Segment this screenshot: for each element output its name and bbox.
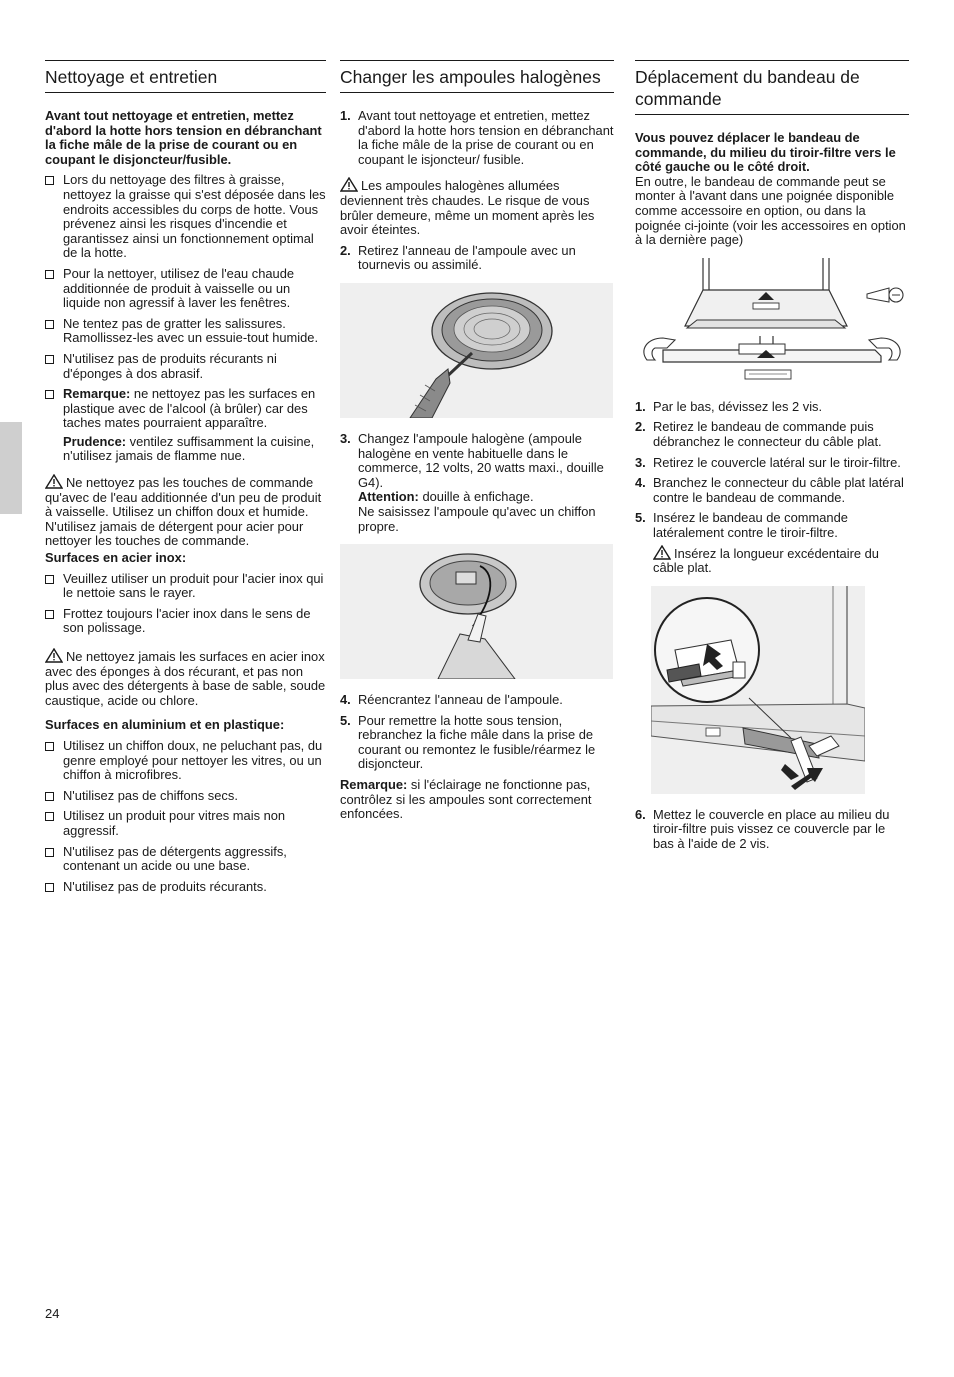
inox-list — [45, 572, 326, 636]
list-item: 5. Pour remettre la hotte sous tension, rebranchez la fiche mâle dans la prise de courant ou remontez le fusible/réarmez le disjoncteur. — [340, 712, 596, 772]
halogen-steps-a — [340, 109, 614, 167]
list-item: Frottez toujours l'acier inox dans le sens de son polissage. — [45, 607, 326, 636]
list-item: N'utilisez pas de détergents aggressifs, contenant un acide ou une base. — [45, 845, 326, 874]
list-item: 6. Mettez le couvercle en place au milieu du tiroir-filtre puis vissez ce couvercle par le bas à l'aide de 2 vis. — [635, 806, 890, 851]
list-item: 5. Insérez le bandeau de commande latéralement contre le tiroir-filtre. Insérez la longueur excédentaire du câble plat. — [635, 511, 909, 575]
list-item: 4. Branchez le connecteur du câble plat latéral contre le bandeau de commande. — [635, 475, 904, 505]
checkbox-bullet-icon — [45, 792, 54, 801]
warning-icon — [45, 474, 63, 489]
alu-list — [45, 739, 326, 894]
control-panel-intro: Vous pouvez déplacer le bandeau de commande, du milieu du tiroir-filtre vers le côté gauche ou le côté droit. En outre, le bandeau de commande peut se monter à l'avant dans une poignée disponible comme accessoire en option, ou dans la poignée ci-jointe (voir les accessoires en option à la dernière page) — [635, 130, 906, 248]
checkbox-bullet-icon — [45, 176, 54, 185]
checkbox-bullet-icon — [45, 575, 54, 584]
list-item: 2. Retirez le bandeau de commande puis débranchez le connecteur du câble plat. — [635, 419, 882, 449]
illustration-insert-panel — [651, 586, 865, 794]
list-item: 4. Réencrantez l'anneau de l'ampoule. — [340, 692, 563, 708]
cleaning-list — [45, 173, 326, 464]
checkbox-bullet-icon — [45, 390, 54, 399]
list-item: Lors du nettoyage des filtres à graisse, nettoyez la graisse qui s'est déposée dans les endroits accessibles du corps de hotte. Vous prévenez ainsi les risques d'incendie et garantissez ainsi un fonctionnement optimal de la hotte. — [45, 173, 326, 261]
warning-halogen-hot: Les ampoules halogènes allumées deviennent très chaudes. Le risque de vous brûler demeure, même un moment après les avoir éteintes. — [340, 178, 595, 238]
list-item: 1. Avant tout nettoyage et entretien, mettez d'abord la hotte hors tension en débranchant la fiche mâle de la prise de courant ou en coupant le isjoncteur/ fusible. — [340, 108, 614, 167]
heading-halogen: Changer les ampoules halogènes — [340, 60, 614, 93]
list-item: Pour la nettoyer, utilisez de l'eau chaude additionnée de produit à vaisselle ou un liquide non agressif à laver les fenêtres. — [45, 267, 326, 311]
halogen-steps-c — [340, 432, 614, 534]
control-panel-steps — [635, 400, 909, 576]
list-item: Ne tentez pas de gratter les salissures. Ramollissez-les avec un essuie-tout humide. — [45, 317, 326, 346]
checkbox-bullet-icon — [45, 320, 54, 329]
checkbox-bullet-icon — [45, 270, 54, 279]
list-item: 3. Retirez le couvercle latéral sur le tiroir-filtre. — [635, 454, 901, 470]
alu-heading: Surfaces en aluminium et en plastique: — [45, 717, 285, 733]
list-item: Remarque: ne nettoyez pas les surfaces en plastique avec de l'alcool (à brûler) car des taches mates pourraient apparaître. Prudence: ventilez suffisamment la cuisine, n'utilisez jamais de flamme nue. — [45, 387, 326, 464]
warning-icon — [340, 177, 358, 192]
checkbox-bullet-icon — [45, 812, 54, 821]
list-item: 3. Changez l'ampoule halogène (ampoule halogène en vente habituelle dans le commerce, 12 volts, 20 watts maxi., douille G4). Attention: douille à enfichage. Ne saisissez l'ampoule qu'avec un chiffon propre. — [340, 430, 604, 534]
halogen-steps-b — [340, 244, 614, 273]
illustration-remove-ring — [340, 283, 613, 418]
column-cleaning — [45, 60, 326, 900]
list-item: N'utilisez pas de chiffons secs. — [45, 789, 326, 804]
cleaning-intro: Avant tout nettoyage et entretien, mettez d'abord la hotte hors tension en débranchant la fiche mâle de la prise de courant ou en coupant le disjoncteur/fusible. — [45, 108, 322, 167]
checkbox-bullet-icon — [45, 848, 54, 857]
halogen-remarque: Remarque: si l'éclairage ne fonctionne pas, contrôlez si les ampoules sont correctement enfoncées. — [340, 777, 592, 822]
warning-controls: Ne nettoyez pas les touches de commande qu'avec de l'eau additionnée d'un peu de produit à vaisselle. Utilisez un chiffon doux et humide. N'utilisez jamais de détergent pour acier pour nettoyer les touches de commande. — [45, 475, 322, 549]
halogen-steps-d — [340, 693, 614, 772]
list-item: N'utilisez pas de produits récurants ni d'éponges à dos abrasif. — [45, 352, 326, 381]
illustration-change-bulb — [340, 544, 613, 679]
warning-icon — [45, 648, 63, 663]
column-control-panel — [635, 60, 909, 857]
checkbox-bullet-icon — [45, 883, 54, 892]
inox-heading: Surfaces en acier inox: — [45, 550, 187, 566]
list-item: 1. Par le bas, dévissez les 2 vis. — [635, 398, 823, 414]
step5-warning: Insérez la longueur excédentaire du câble plat. — [653, 545, 879, 576]
control-panel-steps-final — [635, 808, 909, 852]
warning-icon — [653, 545, 671, 560]
list-item: N'utilisez pas de produits récurants. — [45, 880, 326, 895]
checkbox-bullet-icon — [45, 742, 54, 751]
warning-inox: Ne nettoyez jamais les surfaces en acier inox avec des éponges à dos récurant, et pas non plus avec des détergents à base de sable, soude caustique, acide ou chlore. — [45, 649, 326, 708]
illustration-unscrew-panel — [635, 258, 909, 386]
list-item: 2. Retirez l'anneau de l'ampoule avec un tournevis ou assimilé. — [340, 242, 576, 273]
list-item: Utilisez un chiffon doux, ne peluchant pas, du genre employé pour nettoyer les vitres, ou un chiffon à microfibres. — [45, 739, 326, 783]
column-halogen — [340, 60, 614, 828]
page-number: 24 — [45, 1306, 60, 1321]
section-tab-marker — [0, 422, 22, 514]
list-item: Utilisez un produit pour vitres mais non aggressif. — [45, 809, 326, 838]
checkbox-bullet-icon — [45, 610, 54, 619]
list-item: Veuillez utiliser un produit pour l'acier inox qui le nettoie sans le rayer. — [45, 572, 326, 601]
prudence-note: Prudence: ventilez suffisamment la cuisine, n'utilisez jamais de flamme nue. — [63, 433, 315, 464]
heading-control-panel: Déplacement du bandeau de commande — [635, 60, 909, 115]
heading-cleaning: Nettoyage et entretien — [45, 60, 326, 93]
checkbox-bullet-icon — [45, 355, 54, 364]
